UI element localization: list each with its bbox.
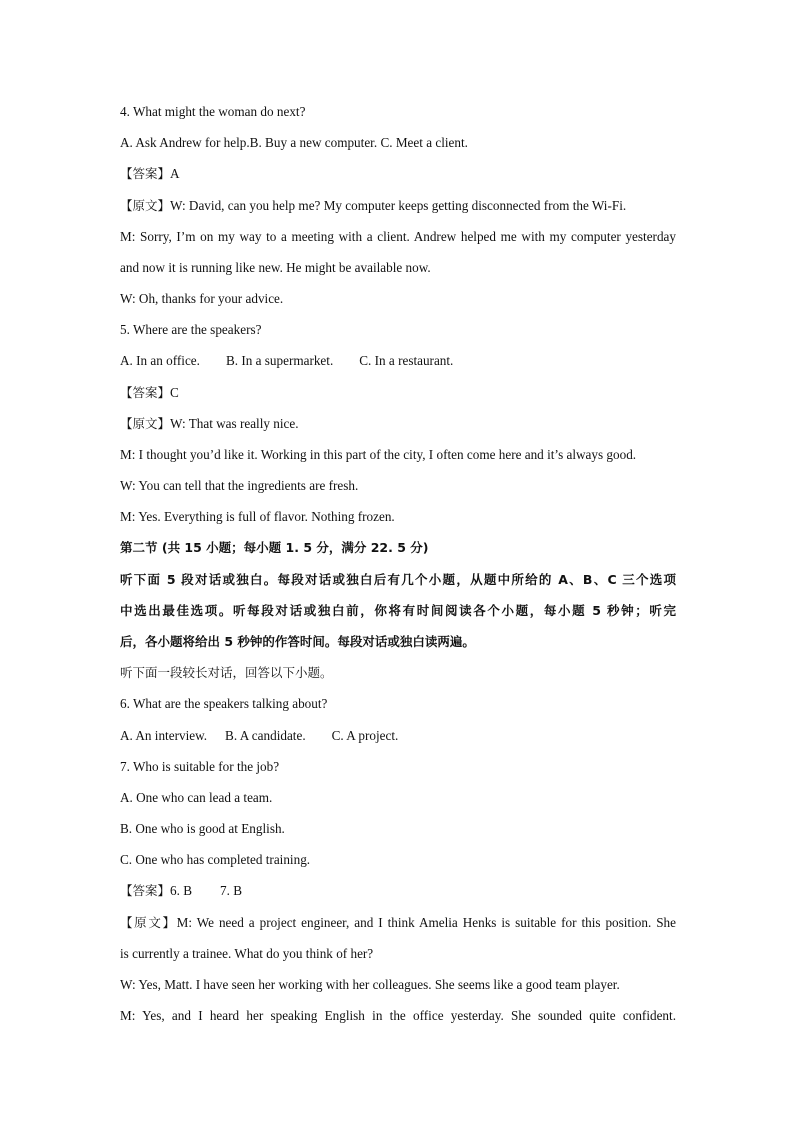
transcript-6-7-line-2: is currently a trainee. What do you think of her?: [120, 946, 374, 961]
section-2-instructions-3: 后，各小题将给出 5 秒钟的作答时间。每段对话或独白读两遍。: [120, 634, 475, 649]
question-6-options: [120, 727, 676, 745]
answer-6: 6. B: [170, 883, 192, 898]
option-a: A. Ask Andrew for help.: [120, 135, 250, 150]
answer-7: 7. B: [220, 883, 242, 898]
transcript-4-line-3: and now it is running like new. He might be available now.: [120, 260, 431, 275]
question-7-option-c: C. One who has completed training.: [120, 852, 311, 867]
transcript-6-7-line-3: W: Yes, Matt. I have seen her working with her colleagues. She seems like a good team player.: [120, 977, 620, 992]
section-2-instructions-2: 中选出最佳选项。听每段对话或独白前，你将有时间阅读各个小题，每小题 5 秒钟；听完: [120, 603, 676, 618]
transcript-tag: 【原文】: [120, 915, 177, 930]
transcript-text: W: David, can you help me? My computer keeps getting disconnected from the Wi-Fi.: [170, 198, 627, 213]
transcript-4-line-4: W: Oh, thanks for your advice.: [120, 291, 284, 306]
transcript-4-line-2: M: Sorry, I’m on my way to a meeting with a client. Andrew helped me with my computer yesterday: [120, 229, 676, 244]
option-c: C. Meet a client.: [380, 135, 468, 150]
transcript-6-7-line-1: [120, 914, 676, 932]
answer-5: [120, 384, 676, 402]
answer-tag: 【答案】: [120, 385, 171, 400]
transcript-6-7-line-4: M: Yes, and I heard her speaking English in the office yesterday. She sounded quite confident.: [120, 1008, 676, 1023]
answer-tag: 【答案】: [120, 883, 171, 898]
option-a: A. In an office.: [120, 353, 200, 368]
question-7-option-a: A. One who can lead a team.: [120, 790, 273, 805]
option-c: C. A project.: [331, 728, 399, 743]
question-5: 5. Where are the speakers?: [120, 322, 262, 337]
transcript-5-line-4: M: Yes. Everything is full of flavor. Nothing frozen.: [120, 509, 395, 524]
answer-value: C: [170, 385, 179, 400]
option-c: C. In a restaurant.: [359, 353, 454, 368]
transcript-text: M: We need a project engineer, and I think Amelia Henks is suitable for this position. She: [176, 915, 676, 930]
question-6: 6. What are the speakers talking about?: [120, 696, 328, 711]
transcript-5-line-3: W: You can tell that the ingredients are fresh.: [120, 478, 359, 493]
option-b: B. A candidate.: [225, 728, 306, 743]
answer-value: A: [170, 166, 180, 181]
option-b: B. In a supermarket.: [225, 353, 334, 368]
section-2-title: 第二节 (共 15 小题；每小题 1. 5 分，满分 22. 5 分): [120, 540, 429, 555]
section-2-instructions-1: 听下面 5 段对话或独白。每段对话或独白后有几个小题，从题中所给的 A、B、C 三个选项: [120, 572, 676, 587]
question-7-option-b: B. One who is good at English.: [120, 821, 285, 836]
option-b: B. Buy a new computer.: [249, 135, 378, 150]
transcript-5-line-2: M: I thought you’d like it. Working in this part of the city, I often come here and it’s always good.: [120, 447, 637, 462]
question-4: 4. What might the woman do next?: [120, 104, 306, 119]
transcript-4-line-1: [120, 197, 676, 215]
section-2-lead: 听下面一段较长对话，回答以下小题。: [120, 665, 333, 680]
transcript-tag: 【原文】: [120, 198, 171, 213]
question-5-options: [120, 352, 676, 370]
question-4-options: [120, 134, 676, 152]
option-a: A. An interview.: [120, 728, 208, 743]
transcript-tag: 【原文】: [120, 416, 171, 431]
transcript-text: W: That was really nice.: [170, 416, 299, 431]
answer-tag: 【答案】: [120, 166, 171, 181]
answer-4: [120, 165, 676, 183]
question-7: 7. Who is suitable for the job?: [120, 759, 280, 774]
answer-6-7: [120, 882, 676, 900]
transcript-5-line-1: [120, 415, 676, 433]
